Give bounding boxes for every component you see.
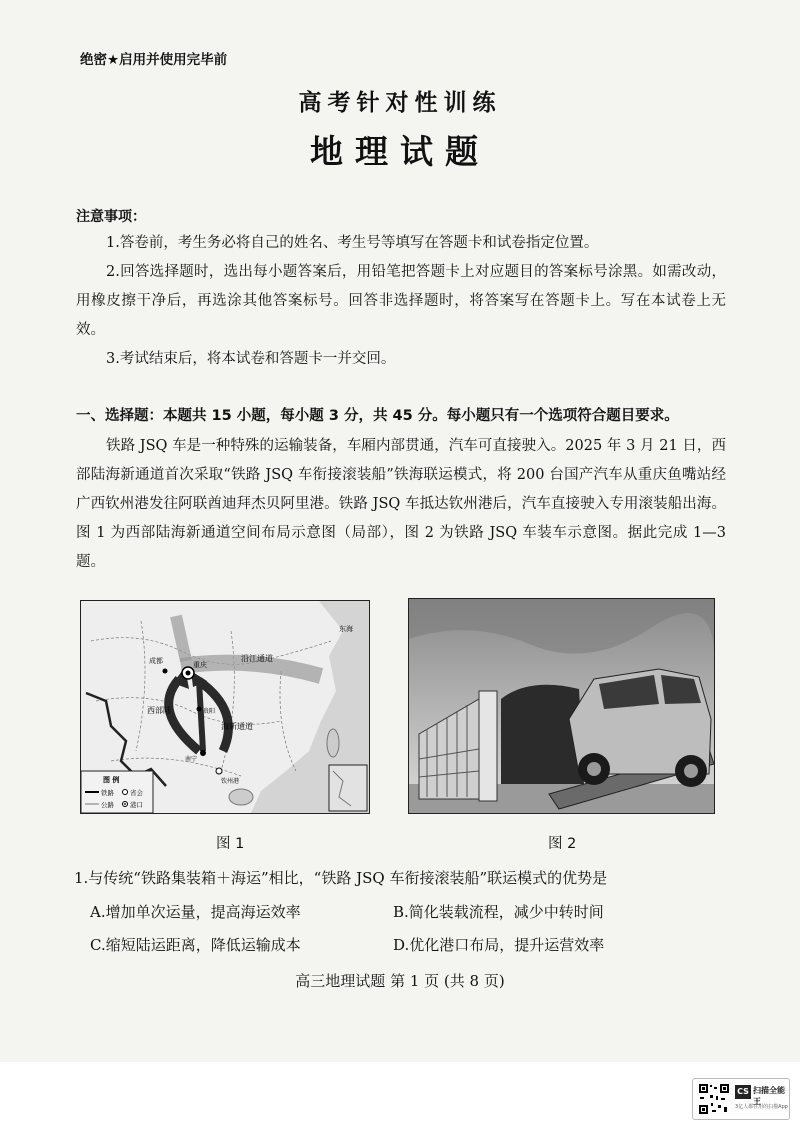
exam-title: 地理试题 <box>310 132 490 171</box>
label-qinzhou: 钦州港 <box>221 778 240 785</box>
nanning-marker <box>200 750 206 756</box>
label-west-land-sea-2: 海新通道 <box>221 722 253 731</box>
scanner-watermark <box>692 1078 790 1120</box>
map-legend <box>81 771 153 813</box>
option-c[interactable]: C.缩短陆运距离，降低运输成本 <box>90 936 301 954</box>
notice-item-1: 1.答卷前，考生务必将自己的姓名、考生号等填写在答题卡和试卷指定位置。 <box>106 235 599 251</box>
figure-1-map <box>80 600 370 814</box>
notice-item-2: 2.回答选择题时，选出每小题答案后，用铅笔把答题卡上对应题目的答案标号涂黑。如需改动，用橡皮擦干净后，再选涂其他答案标号。回答非选择题时，将答案写在答题卡上。写在本试卷上无效。 <box>76 264 726 338</box>
scanner-tagline: 3亿人都在用的扫描App <box>735 1104 788 1110</box>
legend-capital: 省会 <box>130 789 143 797</box>
notice-heading: 注意事项： <box>76 209 146 225</box>
label-nanning: 南宁 <box>185 756 198 763</box>
qinzhou-marker <box>216 768 222 774</box>
photo-graphic <box>409 599 714 813</box>
hainan-island <box>229 789 253 805</box>
section-heading: 一、选择题：本题共 15 小题，每小题 3 分，共 45 分。每小题只有一个选项符合题目要求。 <box>76 408 679 424</box>
option-d[interactable]: D.优化港口布局，提升运营效率 <box>393 936 605 954</box>
page-footer: 高三地理试题 第 1 页 (共 8 页) <box>295 972 505 990</box>
passage: 铁路 JSQ 车是一种特殊的运输装备，车厢内部贯通，汽车可直接驶入。2025 年 3 月 21 日，西部陆海新通道首次采取“铁路 JSQ 车衔接滚装船”铁海联运模式，将 200 台国产汽车从重庆鱼嘴站经广西钦州港发往阿联酋迪拜杰贝阿里港。铁路 JSQ 车抵达钦州港后，汽车直接驶入专用滚装船出海。图 1 为西部陆海新通道空间布局示意图（局部），图 2 为铁路 JSQ 车装车示意图。据此完成 1—3 题。 <box>76 438 726 570</box>
label-west-land-sea: 西部陆 <box>147 706 171 715</box>
notice-item-3: 3.考试结束后，将本试卷和答题卡一并交回。 <box>106 351 396 367</box>
rail-car-end-frame <box>479 691 497 801</box>
figure-1-caption: 图 1 <box>216 836 245 852</box>
qr-code-icon <box>698 1083 730 1115</box>
label-chengdu: 成都 <box>149 657 163 665</box>
chengdu-marker <box>163 669 168 674</box>
question-1-stem: 1.与传统“铁路集装箱＋海运”相比，“铁路 JSQ 车衔接滚装船”联运模式的优势是 <box>74 869 608 887</box>
label-chongqing: 重庆 <box>193 661 207 669</box>
legend-road: 公路 <box>101 801 114 809</box>
corridor-arrow-center <box>199 681 203 751</box>
figure-2-photo <box>408 598 715 814</box>
figure-2-caption: 图 2 <box>548 836 577 852</box>
label-yangtze: 沿江通道 <box>241 654 273 663</box>
map-graphic <box>81 601 369 813</box>
legend-port: 港口 <box>130 801 143 809</box>
legend-title: 图 例 <box>103 776 120 784</box>
label-east-sea: 东海 <box>339 625 353 633</box>
taiwan-island <box>327 729 339 757</box>
option-a[interactable]: A.增加单次运量，提高海运效率 <box>90 903 301 921</box>
guiyang-marker <box>197 707 202 712</box>
legend-rail: 铁路 <box>101 789 114 797</box>
confidential-label: 绝密★启用并使用完毕前 <box>80 52 228 68</box>
exam-subtitle: 高考针对性训练 <box>298 89 502 116</box>
scanner-app-name: 扫描全能王 <box>753 1086 785 1106</box>
option-b[interactable]: B.简化装载流程，减少中转时间 <box>393 903 604 921</box>
cs-logo-icon: CS <box>735 1085 751 1099</box>
label-guiyang: 贵阳 <box>203 708 216 715</box>
